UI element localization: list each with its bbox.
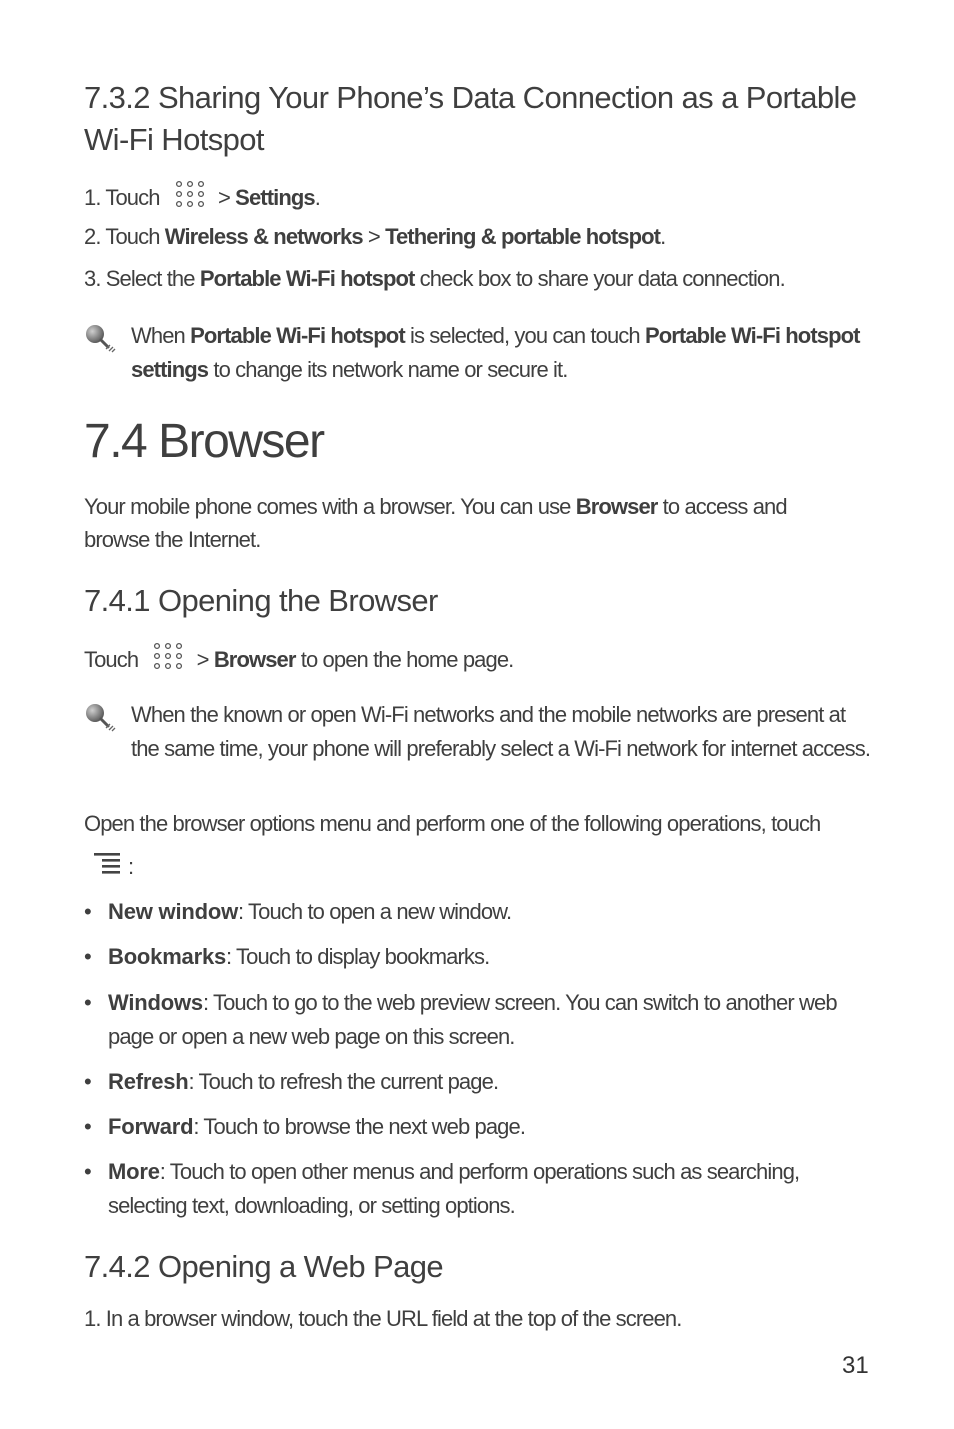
bullet-dot: • bbox=[84, 1159, 91, 1184]
bullet-dot: • bbox=[84, 899, 91, 924]
menu-intro: Open the browser options menu and perform one of the following operations, touch bbox=[84, 811, 821, 836]
step-1-touch-settings bbox=[84, 178, 320, 220]
section-heading-7-4: 7.4 Browser bbox=[84, 415, 324, 468]
bullet-text bbox=[108, 940, 878, 974]
note-bold: Portable Wi-Fi hotspot settings bbox=[131, 323, 860, 382]
bullet-dot: • bbox=[84, 1069, 91, 1094]
step-text: to open the home page. bbox=[295, 646, 514, 672]
section-heading-7-3-2: 7.3.2 Sharing Your Phone’s Data Connection as a Portable Wi-Fi Hotspot bbox=[84, 80, 857, 157]
note-part: is selected, you can touch bbox=[404, 323, 645, 348]
wireless-networks-label: Wireless & networks bbox=[164, 224, 363, 249]
bullet-term: Bookmarks bbox=[108, 944, 227, 969]
bullet-term: Refresh bbox=[108, 1069, 189, 1094]
note-text: When the known or open Wi-Fi networks and the mobile networks are present at the same time, your phone will preferably select a Wi-Fi network for internet access. bbox=[131, 702, 871, 761]
browser-label: Browser bbox=[575, 494, 658, 519]
bullet-desc: : Touch to go to the web preview screen. You can switch to another web page or open a new web page on this screen. bbox=[108, 990, 837, 1049]
bullet-text bbox=[108, 895, 878, 929]
touch-browser-step bbox=[84, 640, 513, 682]
note-part: to change its network name or secure it. bbox=[208, 357, 568, 382]
bullet-text bbox=[108, 1155, 848, 1223]
web-page-step-1: 1. In a browser window, touch the URL field at the top of the screen. bbox=[84, 1306, 682, 1331]
intro-part: to access and browse the Internet. bbox=[84, 494, 787, 552]
browser-intro bbox=[84, 490, 844, 556]
bullet-desc: : Touch to refresh the current page. bbox=[188, 1069, 499, 1094]
bullet-desc: : Touch to open a new window. bbox=[238, 899, 512, 924]
note-icon bbox=[84, 702, 118, 737]
browser-label: Browser bbox=[213, 646, 296, 672]
intro-part: Your mobile phone comes with a browser. You can use bbox=[84, 494, 576, 519]
bullet-term: Windows bbox=[108, 990, 203, 1015]
step-text: check box to share your data connection. bbox=[414, 266, 785, 291]
step-text: . bbox=[314, 184, 320, 210]
settings-label: Settings bbox=[235, 184, 315, 210]
bullet-desc: : Touch to browse the next web page. bbox=[193, 1114, 526, 1139]
section-heading-7-4-1: 7.4.1 Opening the Browser bbox=[84, 583, 438, 618]
step-text: > bbox=[191, 646, 214, 672]
menu-colon: : bbox=[128, 854, 134, 879]
step-text: 1. Touch bbox=[84, 184, 160, 210]
apps-grid-icon bbox=[173, 178, 207, 220]
step-text: > bbox=[362, 224, 386, 249]
bullet-text bbox=[108, 1110, 878, 1144]
bullet-dot: • bbox=[84, 944, 91, 969]
bullet-dot: • bbox=[84, 1114, 91, 1139]
menu-icon bbox=[92, 850, 122, 886]
bullet-term: New window bbox=[108, 899, 239, 924]
bullet-text bbox=[108, 986, 873, 1054]
section-heading-7-4-2: 7.4.2 Opening a Web Page bbox=[84, 1249, 444, 1284]
bullet-dot: • bbox=[84, 990, 91, 1015]
step-text: > bbox=[212, 184, 236, 210]
bullet-term: Forward bbox=[108, 1114, 194, 1139]
note-part: When bbox=[131, 323, 191, 348]
note-text bbox=[131, 319, 881, 387]
step-text: 2. Touch bbox=[84, 224, 165, 249]
portable-hotspot-label: Portable Wi-Fi hotspot bbox=[199, 266, 415, 291]
step-2 bbox=[84, 220, 665, 254]
page-number: 31 bbox=[842, 1352, 869, 1379]
step-text: 3. Select the bbox=[84, 266, 200, 291]
note-bold: Portable Wi-Fi hotspot bbox=[190, 323, 405, 348]
note-icon bbox=[84, 323, 118, 358]
step-text: . bbox=[660, 224, 666, 249]
apps-grid-icon bbox=[151, 640, 185, 682]
step-text: Touch bbox=[84, 646, 139, 672]
bullet-text bbox=[108, 1065, 878, 1099]
bullet-desc: : Touch to open other menus and perform operations such as searching, selecting text, downloading, or setting options. bbox=[108, 1159, 800, 1218]
step-3 bbox=[84, 262, 785, 296]
bullet-desc: : Touch to display bookmarks. bbox=[226, 944, 490, 969]
bullet-term: More bbox=[108, 1159, 160, 1184]
tethering-label: Tethering & portable hotspot bbox=[385, 224, 661, 249]
menu-icon-line bbox=[92, 850, 133, 886]
